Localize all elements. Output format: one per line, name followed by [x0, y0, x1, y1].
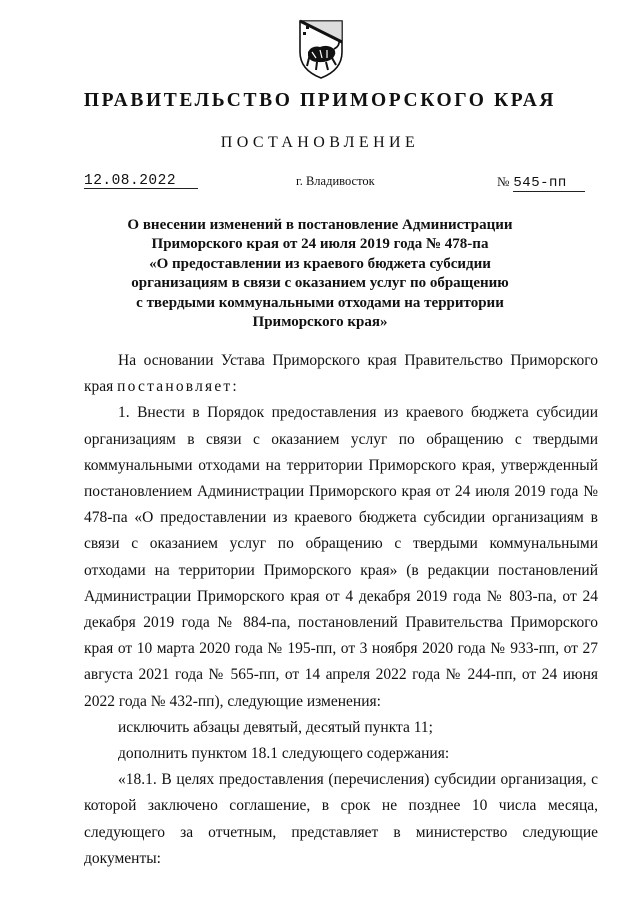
coat-of-arms-emblem: [296, 18, 346, 80]
title-line: «О предоставлении из краевого бюджета субсидии: [149, 255, 491, 272]
document-body: [84, 348, 598, 872]
issue-city: г. Владивосток: [296, 174, 375, 188]
title-line: организациям в связи с оказанием услуг по обращению: [131, 275, 509, 292]
item-1-paragraph: 1. Внести в Порядок предоставления из краевого бюджета субсидии организациям в связи с оказанием услуг по обращению с твердыми коммунальными отходами на территории Приморского края, утвержденный постановлением Администрации Приморского края от 24 июля 2019 года № 478-па «О предоставлении из краевого бюджета субсидии организациям в связи с оказанием услуг по обращению с твердыми коммунальными отходами на территории Приморского края» (в редакции постановлений Администрации Приморского края от 4 декабря 2019 года № 803-па, от 24 декабря 2019 года № 884-па, постановлений Правительства Приморского края от 10 марта 2020 года № 195-пп, от 3 ноября 2020 года № 933-пп, от 27 августа 2021 года № 565-пп, от 14 апреля 2022 года № 244-пп, от 24 июня 2022 года № 432-пп), следующие изменения:: [84, 404, 598, 710]
title-line: О внесении изменений в постановление Администрации: [127, 217, 513, 233]
document-date: 12.08.2022: [84, 174, 198, 189]
document-title: [100, 216, 540, 332]
title-line: Приморского края»: [252, 314, 388, 331]
decree-word: постановляет:: [117, 378, 239, 396]
document-type: ПОСТАНОВЛЕНИЕ: [220, 134, 420, 151]
title-line: с твердыми коммунальными отходами на территории: [136, 294, 504, 311]
intro-paragraph: [84, 348, 598, 400]
title-line: Приморского края от 24 июля 2019 года № 478-па: [151, 236, 489, 253]
number-sign: №: [497, 174, 510, 189]
intro-text: На основании Устава Приморского края Правительство Приморского края: [84, 352, 598, 396]
quote-paragraph: «18.1. В целях предоставления (перечисления) субсидии организация, с которой заключено соглашение, в срок не позднее 10 числа месяца, следующего за отчетным, представляет в министерство следующие документы:: [84, 771, 598, 867]
change-2-paragraph: дополнить пунктом 18.1 следующего содержания:: [118, 745, 450, 763]
government-heading: ПРАВИТЕЛЬСТВО ПРИМОРСКОГО КРАЯ: [83, 90, 557, 111]
change-1-paragraph: исключить абзацы девятый, десятый пункта 11;: [118, 718, 433, 736]
document-number-block: [497, 174, 585, 190]
document-number: 545-пп: [513, 175, 584, 192]
